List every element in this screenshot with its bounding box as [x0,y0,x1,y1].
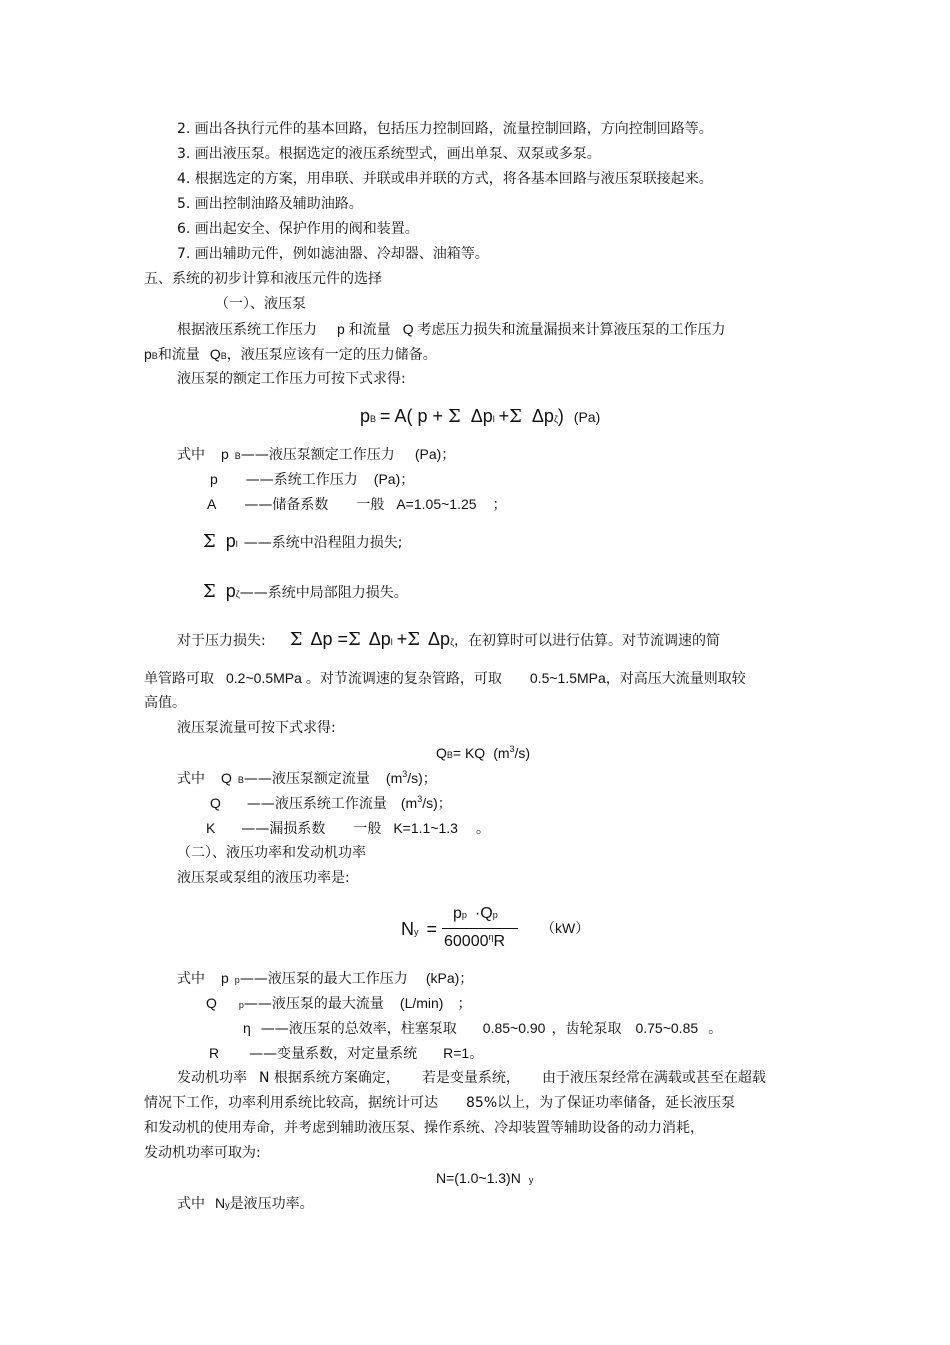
paragraph-line: 和发动机的使用寿命，并考虑到辅助液压泵、操作系统、冷却装置等辅助设备的动力消耗， [144,1120,704,1136]
where-line: 式中 p p——液压泵的最大工作压力 (kPa)； [177,970,474,987]
where-line: Σ pl ——系统中沿程阻力损失; [203,531,403,552]
paragraph-line: 高值。 [144,695,186,711]
step-3: 3. 画出液压泵。根据选定的液压系统型式，画出单泵、双泵或多泵。 [177,146,601,162]
paragraph-line: pB和流量 QB，液压泵应该有一定的压力储备。 [144,346,437,363]
paragraph-line: 式中 Ny是液压功率。 [177,1195,314,1212]
paragraph-line: 根据液压系统工作压力 p 和流量 Q 考虑压力损失和流量漏损来计算液压泵的工作压力 [177,321,726,338]
paragraph-line: 发动机功率可取为: [144,1145,261,1161]
paragraph-line: 发动机功率 N 根据系统方案确定， 若是变量系统， 由于液压泵经常在满载或甚至在超载 [177,1070,766,1086]
step-4: 4. 根据选定的方案，用串联、并联或串并联的方式，将各基本回路与液压泵联接起来。 [177,171,713,187]
where-line: η ——液压泵的总效率，柱塞泵取 0.85~0.90 ，齿轮泵取 0.75~0.85 。 [243,1020,723,1037]
step-2: 2. 画出各执行元件的基本回路，包括压力控制回路，流量控制回路，方向控制回路等。 [177,121,713,137]
formula-pump-flow: QB= KQ $(m^3/s)$ [436,744,531,761]
where-line: Σ pζ——系统中局部阻力损失。 [203,581,408,602]
where-line: K ——漏损系数 一般 K=1.1~1.3 。 [206,820,490,837]
paragraph-line: 液压泵流量可按下式求得: [177,720,336,736]
section-title: 五、系统的初步计算和液压元件的选择 [144,271,382,287]
step-5: 5. 画出控制油路及辅助油路。 [177,196,363,212]
where-line: 式中 p B——液压泵额定工作压力 (Pa)； [177,446,456,463]
where-line: 式中 Q B——液压泵额定流量 $(m^3/s)$； [177,769,437,787]
where-line: Q p——液压泵的最大流量 (L/min) ； [206,995,472,1012]
step-7: 7. 画出辅助元件，例如滤油器、冷却器、油箱等。 [177,246,489,262]
subsection-power: （二）、液压功率和发动机功率 [177,845,366,861]
subsection-pump: （一）、液压泵 [215,296,306,312]
formula-engine-power: N=(1.0~1.3)N y [436,1170,534,1186]
where-line: A ——储备系数 一般 A=1.05~1.25 ； [207,496,507,513]
paragraph-line: 液压泵或泵组的液压功率是: [177,870,350,886]
formula-pump-pressure: pB = A( p + Σ Δpl +Σ Δpζ) (Pa) [360,406,601,427]
paragraph-line: 单管路可取 0.2~0.5MPa 。对节流调速的复杂管路，可取 0.5~1.5MPa，对高压大流量则取较 [144,670,746,687]
where-line: p ——系统工作压力 (Pa)； [210,471,415,488]
paragraph-line: 液压泵的额定工作压力可按下式求得: [177,371,406,387]
paragraph-line: 情况下工作，功率利用系统比较高，据统计可达 85%以上，为了保证功率储备，延长液压泵 [144,1095,736,1111]
where-line: R ——变量系数，对定量系统 R=1。 [209,1045,484,1062]
where-line: Q ——液压系统工作流量 $(m^3/s)$； [210,794,452,812]
pressure-loss-line: 对于压力损失: Σ Δp =Σ Δpl +Σ Δpζ，在初算时可以进行估算。对节流调速的简 [177,629,721,650]
step-6: 6. 画出起安全、保护作用的阀和装置。 [177,221,419,237]
